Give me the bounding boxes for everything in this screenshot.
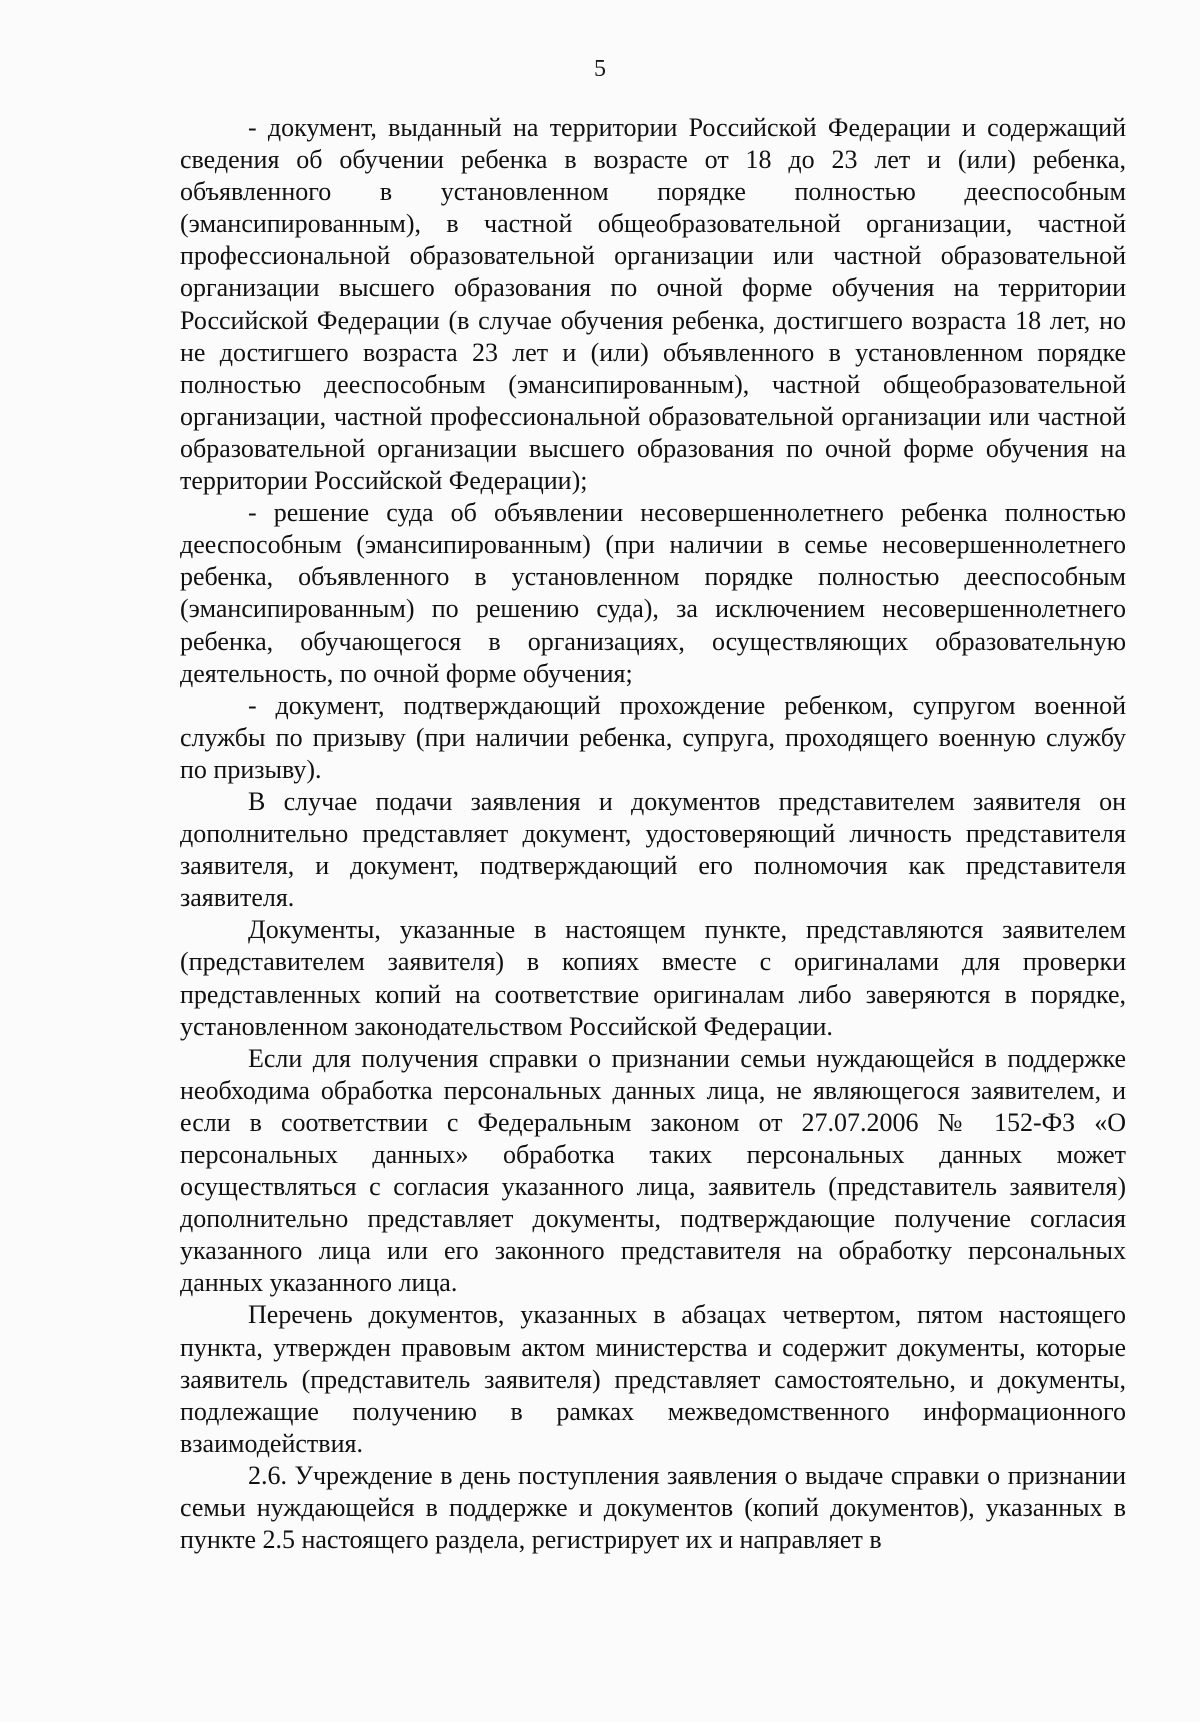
paragraph-document-list: Перечень документов, указанных в абзацах четвертом, пятом настоящего пункта, утвержден правовым актом министерства и содержит документы, которые заявитель (представитель заявителя) представляет самостоятельно, и документы, подлежащие получению в рамках межведомственного информационного взаимодействия. [180, 1300, 1126, 1458]
paragraph-document-education: - документ, выданный на территории Российской Федерации и содержащий сведения об обучении ребенка в возрасте от 18 до 23 лет и (или) ребенка, объявленного в установленном порядке полностью дееспособным (эмансипированным), в частной общеобразовательной организации, частной профессиональной образовательной организации или частной образовательной организации высшего образования по очной форме обучения на территории Российской Федерации (в случае обучения ребенка, достигшего возраста 18 лет, но не достигшего возраста 23 лет и (или) объявленного в установленном порядке полностью дееспособным (эмансипированным), частной общеобразовательной организации, частной профессиональной образовательной организации или частной образовательной организации высшего образования по очной форме обучения на территории Российской Федерации); [180, 113, 1126, 496]
paragraph-personal-data: Если для получения справки о признании семьи нуждающейся в поддержке необходима обработка персональных данных лица, не являющегося заявителем, и если в соответствии с Федеральным законом от 27.07.2006 № 152-ФЗ «О персональных данных» обработка таких персональных данных может осуществляться с согласия указанного лица, заявитель (представитель заявителя) дополнительно представляет документы, подтверждающие получение согласия указанного лица или его законного представителя на обработку персональных данных указанного лица. [180, 1043, 1126, 1298]
page-number: 5 [594, 56, 606, 82]
paragraph-copies: Документы, указанные в настоящем пункте, представляются заявителем (представителем заявителя) в копиях вместе с оригиналами для проверки представленных копий на соответствие оригиналам либо заверяются в порядке, установленном законодательством Российской Федерации. [180, 915, 1126, 1041]
paragraph-registration: 2.6. Учреждение в день поступления заявления о выдаче справки о признании семьи нуждающейся в поддержке и документов (копий документов), указанных в пункте 2.5 настоящего раздела, регистрирует их и направляет в [180, 1460, 1126, 1555]
paragraph-military-service: - документ, подтверждающий прохождение ребенком, супругом военной службы по призыву (при наличии ребенка, супруга, проходящего военную службу по призыву). [180, 690, 1126, 784]
document-body [180, 112, 1126, 1556]
paragraph-representative: В случае подачи заявления и документов представителем заявителя он дополнительно представляет документ, удостоверяющий личность представителя заявителя, и документ, подтверждающий его полномочия как представителя заявителя. [180, 786, 1126, 913]
paragraph-court-decision: - решение суда об объявлении несовершеннолетнего ребенка полностью дееспособным (эмансипированным) (при наличии в семье несовершеннолетнего ребенка, объявленного в установленном порядке полностью дееспособным (эмансипированным) по решению суда), за исключением несовершеннолетнего ребенка, обучающегося в организациях, осуществляющих образовательную деятельность, по очной форме обучения; [180, 498, 1126, 688]
